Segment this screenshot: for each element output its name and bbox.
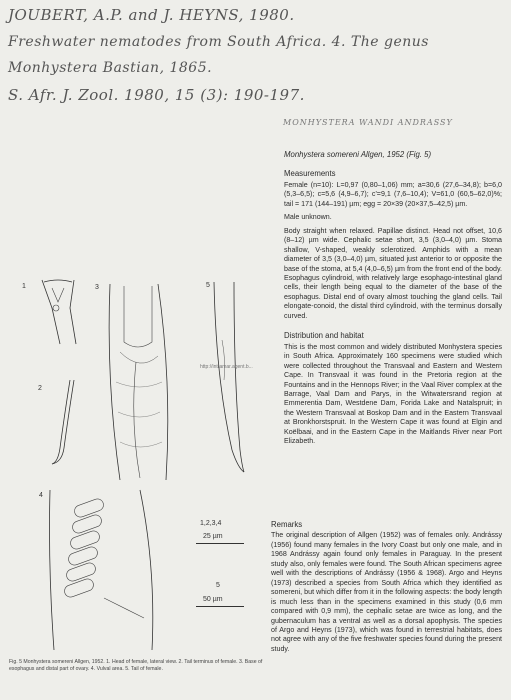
figure-1-head-drawing — [30, 278, 90, 348]
figure-label-2: 2 — [38, 385, 42, 392]
distribution-heading: Distribution and habitat — [284, 331, 364, 341]
figure-3-esophagus-drawing — [100, 282, 178, 482]
figure-caption: Fig. 5 Monhystera somereni Allgen, 1952. 1. Head of female, lateral view. 2. Tail terminus of female. 3. Base of esophagus and distal part of ovary. 4. Vulval area. 5. Tail of female. — [9, 659, 263, 672]
figure-4-vulval-area-drawing — [44, 488, 194, 653]
figure-5-tail-drawing — [210, 280, 250, 476]
species-title: Monhystera somereni Allgen, 1952 (Fig. 5) — [284, 150, 432, 159]
figure-2-tail-drawing — [44, 378, 80, 468]
scale-bar-2 — [196, 606, 244, 607]
scale-bar-1-value: 25 µm — [203, 533, 223, 540]
text-column-lower — [271, 520, 502, 658]
handwritten-reference-line-2: Freshwater nematodes from South Africa. 4. The genus — [8, 34, 429, 50]
figure-label-1: 1 — [22, 283, 26, 290]
handwritten-margin-note: MONHYSTERA WANDI ANDRASSY — [283, 118, 453, 127]
handwritten-reference-line-3: Monhystera Bastian, 1865. — [8, 60, 213, 76]
distribution-paragraph: This is the most common and widely distributed Monhystera species in South Africa. Approximately 160 specimens were studied which were collected throughout the Transvaal and Eastern and Western Cape. In Transvaal it was found in the Pretoria region at the Fountains and in the Hennops River; in the Vaal River complex at the Barrage, Vaal Dam and Parys, in the Witwatersrand region at Emmerentia Dam, Westdene Dam, Forida Lake and Natalspruit; in the Western Transvaal at Boskop Dam and in the Eastern Transvaal at Bronkhorstspruit. In the Western Cape it was found at Elgin and Koëlbaai, and in the Eastern Cape in the Maitlands River near Port Elizabeth. — [284, 342, 502, 446]
text-column-upper — [284, 150, 502, 451]
remarks-heading: Remarks — [271, 520, 303, 529]
scale-bar-1 — [196, 543, 244, 544]
figure-label-4: 4 — [39, 492, 43, 499]
figure-label-3: 3 — [95, 284, 99, 291]
handwritten-reference-line-1: JOUBERT, A.P. and J. HEYNS, 1980. — [8, 6, 295, 24]
measurements-male: Male unknown. — [284, 213, 332, 222]
figure-label-5: 5 — [206, 282, 210, 289]
description-paragraph: Body straight when relaxed. Papillae distinct. Head not offset, 10,6 (8–12) µm wide. Cephalic setae short, 3,5 (3,0–4,0) µm. Stoma shallow, V-shaped, weakly sclerotized. Amphids with a mean diameter of 3,5 (3,0–4,0) µm, situated just anterior to or opposite the base of the stoma, at 5,4 (4,0–6,5) µm from the front end of the body. Esophagus cylindroid, with relatively large esophago-intestinal gland cells, their length being equal to the diameter of the base of the esophagus. Distal end of ovary almost touching the gland cells. Tail elongate-conoid, the distal third cylindroid, with the terminus dorsally curved. — [284, 226, 502, 320]
measurements-heading: Measurements — [284, 169, 336, 179]
measurements-female: Female (n=10): L=0,97 (0,80–1,06) mm; a=30,6 (27,6–34,8); b=6,0 (5,3–6,5); c=5,6 (4,9–6,7); c'=9,1 (7,6–10,4); V=61,0 (60,5–62,0)%; tail = 171 (144–191) µm; egg = 20×39 (20×37,5–42,5) µm. — [284, 180, 502, 208]
handwritten-reference-line-4: S. Afr. J. Zool. 1980, 15 (3): 190-197. — [8, 86, 305, 104]
remarks-paragraph: The original description of Allgen (1952) was of females only. Andrássy (1956) found many females in the Ivory Coast but only one male, and in 1968 Andrássy again found only females in Paraguay. In the present study also, only females were found. The South African specimens agree well with the descriptions of Andrássy (1956 & 1968). Argo and Heyns (1973) described a species from South Africa which they identified as somereni, but which differ from it in the following aspects: the body length is much less than in the specimens examined in this study (0,6 mm compared with 0,9 mm), the cephalic setae are twice as long, and the gubernaculum has a ventral as well as a dorsal apophysis. The species of Argo and Heyns (1973), which was found in terrestrial habitats, does not agree with any of the five freshwater species found during the present study. — [271, 531, 502, 653]
watermark-url: http://intramar.agent.b... — [200, 364, 253, 370]
scale-bar-1-label: 1,2,3,4 — [200, 520, 222, 527]
scale-bar-2-value: 50 µm — [203, 596, 223, 603]
scale-bar-2-label: 5 — [216, 582, 220, 589]
